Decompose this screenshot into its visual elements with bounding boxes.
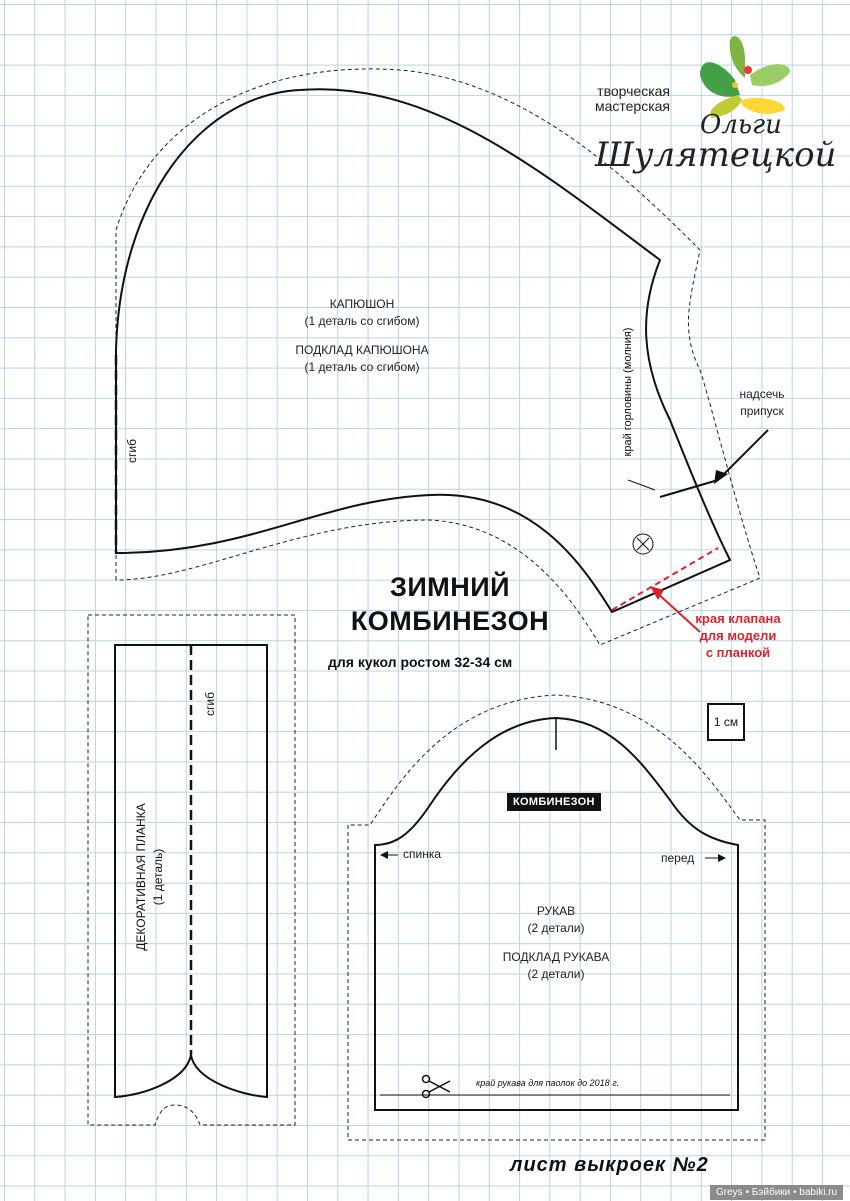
hood-lining: ПОДКЛАД КАПЮШОНА [295, 343, 429, 357]
logo-leaves-icon [700, 36, 790, 118]
scissors-icon [423, 1076, 451, 1098]
hood-name: КАПЮШОН [329, 297, 395, 311]
flap-note [688, 610, 788, 661]
watermark: Greys • Бэйбики • babiki.ru [710, 1185, 843, 1200]
notch-labels [722, 386, 802, 420]
neck-edge-label: край горловины (молния) [622, 327, 634, 457]
hood-fold-label: сгиб [125, 439, 139, 463]
placket-count: (1 деталь) [151, 848, 165, 906]
sleeve-back-label: спинка [403, 847, 442, 861]
notch-arrow [720, 430, 768, 478]
hood-lining-count: (1 деталь со сгибом) [304, 360, 420, 374]
title-line2: КОМБИНЕЗОН [350, 606, 550, 636]
hood-labels [262, 296, 462, 376]
placket-name: ДЕКОРАТИВНАЯ ПЛАНКА [134, 803, 148, 951]
placket-labels [133, 787, 167, 967]
sleeve-badge: КОМБИНЕЗОН [507, 793, 601, 811]
flap-note-1: края клапана [695, 611, 781, 626]
sleeve-name: РУКАВ [536, 904, 576, 918]
flap-note-3: с планкой [705, 645, 771, 660]
logo-workshop [560, 84, 670, 114]
sheet-footer: лист выкроек №2 [510, 1154, 709, 1176]
neck-edge-marker [660, 480, 718, 497]
sleeve-front-label: перед [661, 851, 695, 865]
hood-count: (1 деталь со сгибом) [304, 314, 420, 328]
title-line1: ЗИМНИЙ [389, 572, 511, 602]
flap-note-2: для модели [699, 628, 777, 643]
sleeve-lining: ПОДКЛАД РУКАВА [502, 950, 610, 964]
sleeve-lining-count: (2 детали) [527, 967, 585, 981]
sleeve-edge-note: край рукава для паолок до 2018 г. [476, 1078, 620, 1088]
logo-line2: мастерская [594, 98, 670, 114]
sleeve-count: (2 детали) [527, 921, 585, 935]
notch-line1: надсечь [739, 387, 785, 401]
page-title [310, 570, 590, 638]
placket-fold-label: сгиб [203, 692, 217, 716]
scale-box: 1 см [707, 703, 745, 741]
logo-script-first: Ольги [700, 110, 782, 140]
logo-line1: творческая [597, 83, 670, 99]
notch-line2: припуск [740, 404, 784, 418]
title-subtitle: для кукол ростом 32-34 см [328, 654, 513, 670]
logo-script-last: Шулятецкой [595, 135, 837, 175]
sleeve-labels [456, 903, 656, 983]
